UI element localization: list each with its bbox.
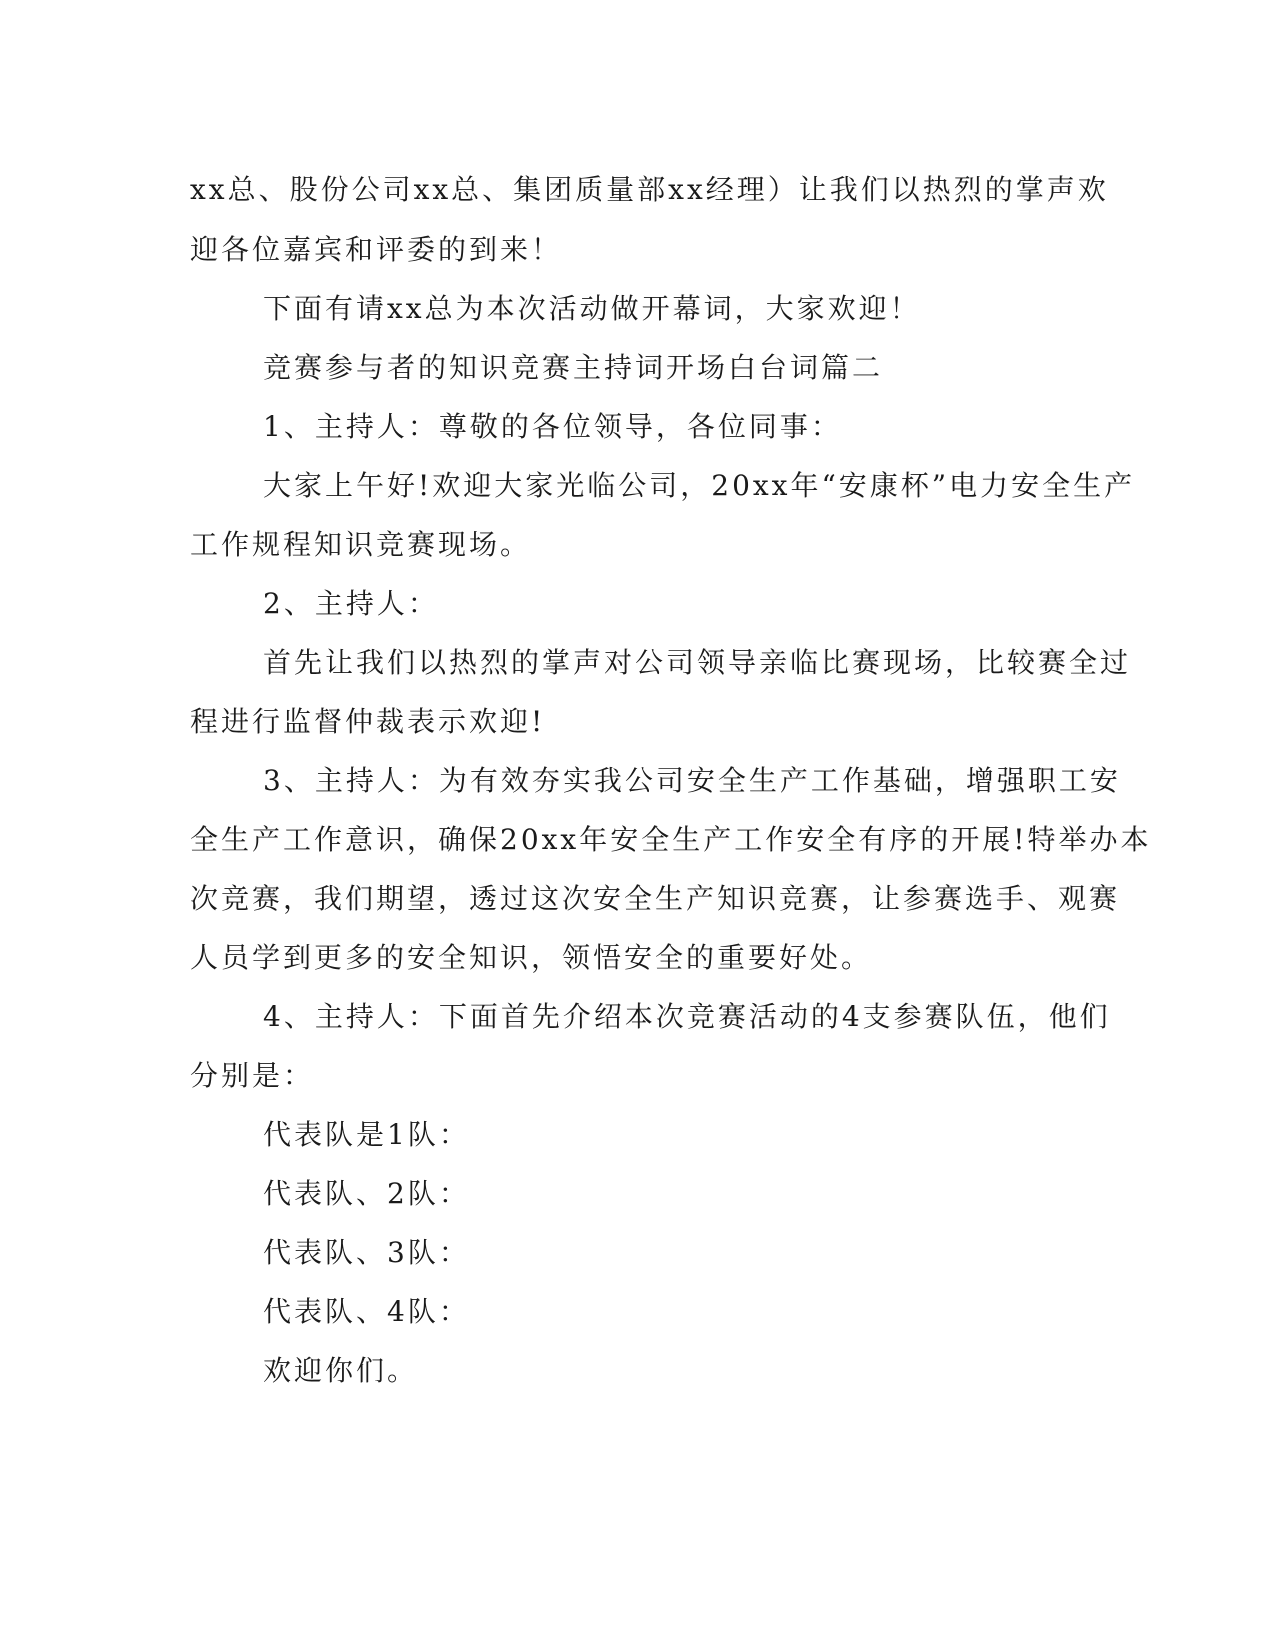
text-line: 3、主持人：为有效夯实我公司安全生产工作基础，增强职工安 xyxy=(263,764,1121,797)
text-line: 全生产工作意识，确保20xx年安全生产工作安全有序的开展!特举办本 xyxy=(190,823,1152,856)
text-line: 人员学到更多的安全知识，领悟安全的重要好处。 xyxy=(190,941,873,974)
text-line: 首先让我们以热烈的掌声对公司领导亲临比赛现场，比较赛全过 xyxy=(263,646,1132,679)
text-line: xx总、股份公司xx总、集团质量部xx经理）让我们以热烈的掌声欢 xyxy=(190,173,1109,206)
team-line: 代表队、2队： xyxy=(263,1177,470,1210)
text-line: 2、主持人： xyxy=(263,587,439,620)
text-line: 程进行监督仲裁表示欢迎! xyxy=(190,705,546,738)
team-line: 代表队、4队： xyxy=(263,1295,470,1328)
team-line: 代表队、3队： xyxy=(263,1236,470,1269)
text-line: 4、主持人：下面首先介绍本次竞赛活动的4支参赛队伍，他们 xyxy=(263,1000,1111,1033)
text-line: 次竞赛，我们期望，透过这次安全生产知识竞赛，让参赛选手、观赛 xyxy=(190,882,1121,915)
text-line: 分别是： xyxy=(190,1059,315,1092)
text-line: 工作规程知识竞赛现场。 xyxy=(190,528,532,561)
team-line: 代表队是1队： xyxy=(263,1118,470,1151)
text-line: 迎各位嘉宾和评委的到来！ xyxy=(190,233,563,266)
text-line: 1、主持人：尊敬的各位领导，各位同事： xyxy=(263,410,842,443)
text-line: 欢迎你们。 xyxy=(263,1354,419,1387)
text-line: 下面有请xx总为本次活动做开幕词，大家欢迎！ xyxy=(263,292,921,325)
section-heading: 竞赛参与者的知识竞赛主持词开场白台词篇二 xyxy=(263,351,884,384)
text-line: 大家上午好!欢迎大家光临公司，20xx年“安康杯”电力安全生产 xyxy=(263,469,1136,502)
